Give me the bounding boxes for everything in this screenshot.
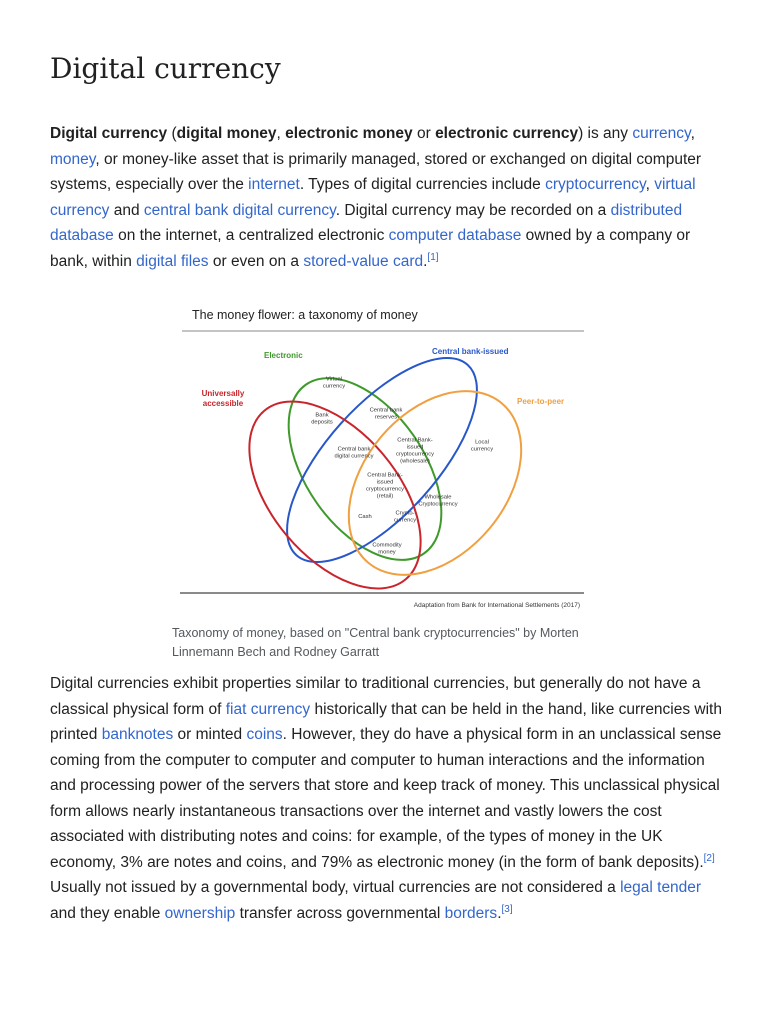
link-digital-files[interactable]: digital files — [136, 252, 209, 270]
legend-central-bank-issued: Central bank-issued — [432, 347, 509, 356]
link-cryptocurrency[interactable]: cryptocurrency — [545, 176, 646, 193]
universally-accessible-ellipse — [216, 370, 454, 620]
reference-3-link[interactable]: [3] — [501, 903, 513, 915]
reference-2-link[interactable]: [2] — [703, 852, 715, 864]
region-virtual-currency: Virtual currency — [322, 376, 346, 390]
region-bank-deposits: Bank deposits — [311, 412, 333, 426]
link-computer-database[interactable]: computer database — [388, 227, 522, 244]
link-borders[interactable]: borders — [444, 904, 498, 922]
link-virtual-currency[interactable]: virtual currency — [50, 176, 696, 219]
link-fiat-currency[interactable]: fiat currency — [225, 700, 311, 718]
page-title: Digital currency — [50, 52, 281, 85]
alt-term-digital-money: digital money — [176, 125, 277, 142]
legend-peer-to-peer: Peer-to-peer — [517, 397, 565, 406]
link-ownership[interactable]: ownership — [164, 904, 236, 922]
region-central-bank-reserves: Central bank reserves — [369, 407, 403, 421]
link-stored-value-card[interactable]: stored-value card — [303, 252, 424, 270]
region-cb-crypto-retail: Central Bank-issued cryptocurrency (retail) — [365, 472, 405, 500]
money-flower-diagram — [172, 295, 596, 625]
figure-source: Adaptation from Bank for International Settlements (2017) — [413, 602, 580, 609]
legend-electronic: Electronic — [264, 351, 303, 360]
region-commodity-money: Commodity money — [372, 542, 402, 556]
alt-term-electronic-currency: electronic currency — [435, 125, 579, 142]
region-local-currency: Local currency — [470, 439, 494, 453]
link-banknotes[interactable]: banknotes — [101, 726, 174, 743]
body-paragraph: Digital currencies exhibit properties similar to traditional currencies, but generally do not have a classical physical form of fiat currency historically that can be held in the hand, like currencies with printed banknotes or minted coins. However, they do have a physical form in an unclassical sense coming from the computer to computer and computer to human interactions and the information and processing power of the servers that store and keep track of money. This unclassical physical form allows nearly instantaneous transactions over the internet and vastly lowers the cost associated with distributing notes and coins: for example, of the types of money in the UK economy, 3% are notes and coins, and 79% as electronic money (in the form of bank deposits).[2] Usually not issued by a governmental body, virtual currencies are not considered a legal tender and they enable ownership transfer across governmental borders.[3] — [50, 675, 722, 922]
region-central-bank-digital-currency: Central bank digital currency — [334, 446, 374, 460]
region-crypto-currency: Crypto-currency — [393, 510, 417, 524]
region-cash: Cash — [358, 514, 372, 520]
figure-caption: Taxonomy of money, based on "Central bank cryptocurrencies" by Morten Linnemann Bech and Rodney Garratt — [172, 626, 579, 659]
reference-1-link[interactable]: [1] — [427, 251, 439, 263]
region-wholesale-cryptocurrency: Wholesale Cryptocurrency — [418, 494, 458, 508]
bold-term: Digital currency — [50, 125, 168, 142]
link-legal-tender[interactable]: legal tender — [620, 879, 702, 896]
link-distributed-database[interactable]: distributed database — [50, 201, 683, 244]
link-coins[interactable]: coins — [246, 726, 283, 743]
link-internet[interactable]: internet — [248, 176, 300, 193]
link-currency[interactable]: currency — [632, 125, 691, 142]
legend-universally-accessible: Universally accessible — [201, 389, 245, 408]
figure-title: The money flower: a taxonomy of money — [192, 308, 418, 322]
intro-paragraph: Digital currency (digital money, electronic money or electronic currency) is any currency, money, or money-like asset that is primarily managed, stored or exchanged on digital computer systems, especially over the internet. Types of digital currencies include cryptocurrency, virtual currency and central bank digital currency. Digital currency may be recorded on a distributed database on the internet, a centralized electronic computer database owned by a company or bank, within digital files or even on a stored-value card.[1] — [50, 125, 702, 270]
electronic-ellipse — [258, 351, 473, 587]
link-money[interactable]: money — [50, 150, 96, 168]
alt-term-electronic-money: electronic money — [285, 125, 413, 142]
money-flower-figure[interactable] — [172, 295, 596, 625]
link-central-bank-digital-currency[interactable]: central bank digital currency — [143, 201, 336, 219]
region-cb-crypto-wholesale: Central Bank-issued cryptocurrency (wholesale) — [395, 437, 435, 465]
